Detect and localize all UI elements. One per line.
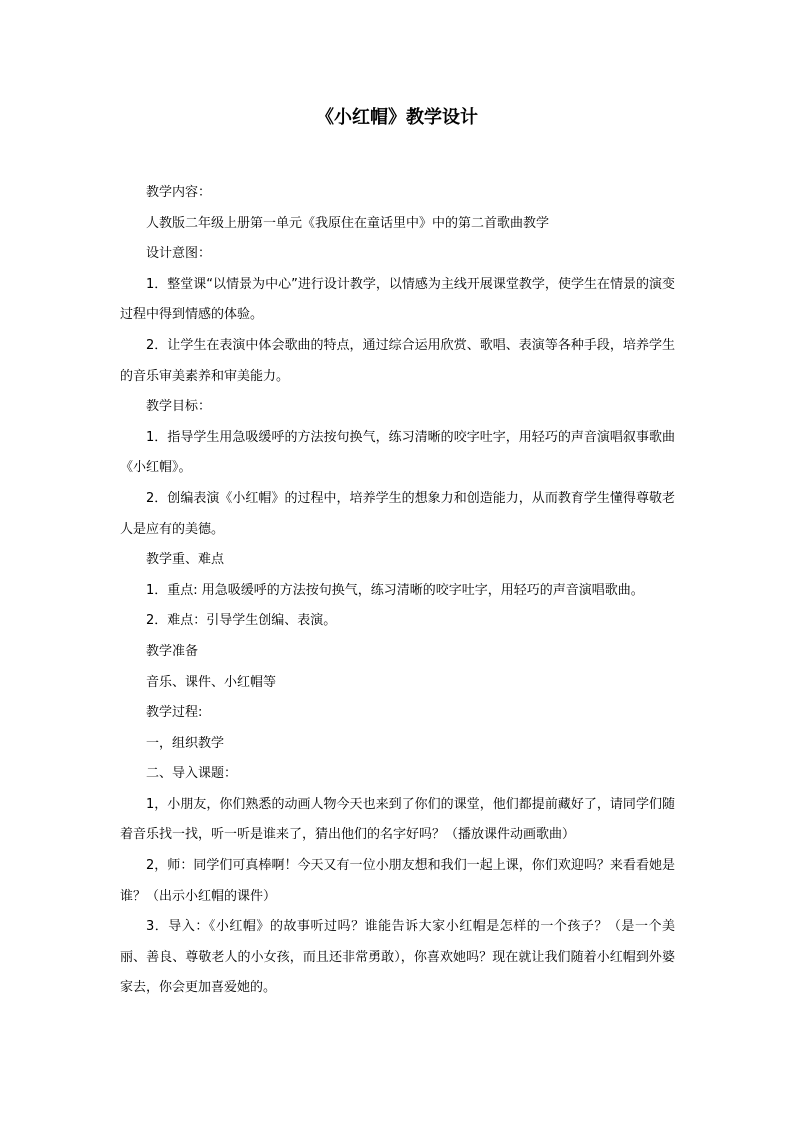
paragraph-6: 教学目标： [146,399,212,415]
paragraph-1: 教学内容： [146,185,212,200]
paragraph-7: 1．指导学生用急吸缓呼的方法按句换气，练习清晰的咬字吐字，用轻巧的声音演唱叙事歌曲《小红帽》。 [120,429,675,476]
paragraph-5: 2．让学生在表演中体会歌曲的特点，通过综合运用欣赏、歌唱、表演等各种手段，培养学生的音乐审美素养和审美能力。 [120,337,675,384]
paragraph-15: 一，组织教学 [146,735,225,751]
paragraph-4: 1．整堂课“以情景为中心”进行设计教学，以情感为主线开展课堂教学，使学生在情景的演变过程中得到情感的体验。 [120,276,675,323]
paragraph-17: 1，小朋友，你们熟悉的动画人物今天也来到了你们的课堂，他们都提前藏好了，请同学们随着音乐找一找，听一听是谁来了，猜出他们的名字好吗？（播放课件动画歌曲） [120,796,675,843]
paragraph-14: 教学过程: [146,705,203,721]
document-title: 《小红帽》教学设计 [316,107,478,128]
paragraph-12: 教学准备 [146,643,199,659]
paragraph-11: 2．难点：引导学生创编、表演。 [146,613,337,629]
paragraph-2: 人教版二年级上册第一单元《我原住在童话里中》中的第二首歌曲教学 [146,215,550,231]
paragraph-9: 教学重、难点 [146,552,225,568]
paragraph-13: 音乐、课件、小红帽等 [146,674,277,690]
document-body [120,178,675,1004]
paragraph-8: 2．创编表演《小红帽》的过程中，培养学生的想象力和创造能力，从而教育学生懂得尊敬老人是应有的美德。 [120,490,675,537]
paragraph-10: 1．重点: 用急吸缓呼的方法按句换气，练习清晰的咬字吐字，用轻巧的声音演唱歌曲。 [146,582,644,598]
paragraph-18: 2，师：同学们可真棒啊！今天又有一位小朋友想和我们一起上课，你们欢迎吗？来看看她是谁？（出示小红帽的课件） [120,858,675,904]
paragraph-19: 3．导入：《小红帽》的故事听过吗？谁能告诉大家小红帽是怎样的一个孩子？（是一个美丽、善良、尊敬老人的小女孩，而且还非常勇敢），你喜欢她吗？现在就让我们随着小红帽到外婆家去，你会更加喜爱她的。 [120,919,675,996]
paragraph-3: 设计意图： [146,246,212,262]
paragraph-16: 二、导入课题： [146,766,238,782]
